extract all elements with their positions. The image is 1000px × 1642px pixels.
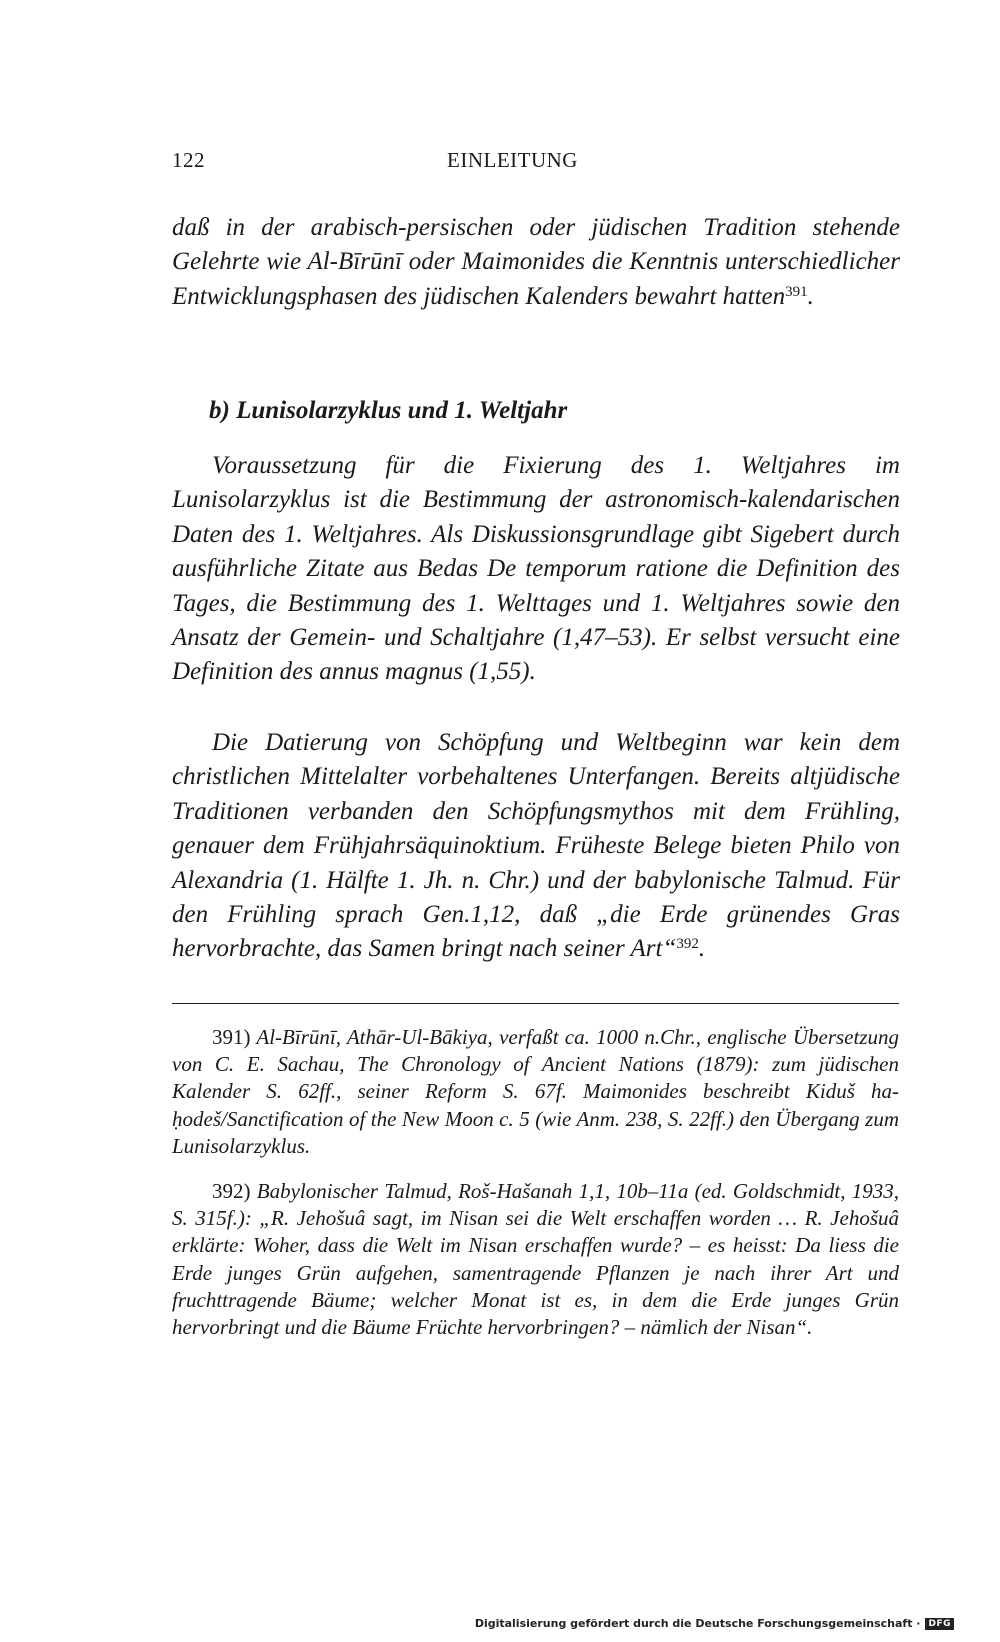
digitization-credit xyxy=(475,1617,954,1630)
footnote-divider xyxy=(172,1003,899,1004)
footnote-ref-391[interactable]: 391 xyxy=(785,283,808,300)
footnote-ref-392[interactable]: 392 xyxy=(676,936,699,953)
footnote-392 xyxy=(172,1178,899,1341)
paragraph-2-end: . xyxy=(698,935,706,963)
running-head: EINLEITUNG xyxy=(447,148,578,172)
section-heading: b) Lunisolarzyklus und 1. Weltjahr xyxy=(209,397,568,424)
credit-text: Digitalisierung gefördert durch die Deutsche Forschungsgemeinschaft · xyxy=(474,1617,921,1630)
footnote-number: 392) xyxy=(212,1179,251,1203)
paragraph-2-text: Die Datierung von Schöpfung und Weltbeginn war kein dem christlichen Mittelalter vorbehaltenes Unterfangen. Bereits altjüdische Traditionen verbanden den Schöpfungsmythos mit dem Frühling, genauer dem Frühjahrsäquinoktium. Früheste Belege bieten Philo von Alexandria (1. Hälfte 1. Jh. n. Chr.) und der babylonische Talmud. Für den Frühling sprach Gen.1,12, daß „die Erde grünendes Gras hervorbrachte, das Samen bringt nach seiner Art“ xyxy=(172,729,900,963)
footnote-text: Babylonischer Talmud, Roš-Hašanah 1,1, 10b–11a (ed. Goldschmidt, 1933, S. 315f.): „R. Jehošuâ sagt, im Nisan sei die Welt erschaffen worden … R. Jehošuâ erklärte: Woher, dass die Welt im Nisan erschaffen wurde? – es heisst: Da liess die Erde junges Grün aufgehen, samentragende Pflanzen je nach ihrer Art und fruchttragende Bäume; welcher Monat ist es, in dem die Erde junges Grün hervorbringt und die Bäume Früchte hervorbringen? – nämlich der Nisan“. xyxy=(172,1179,899,1340)
dfg-logo: DFG xyxy=(925,1618,954,1630)
intro-paragraph xyxy=(172,211,900,314)
page-header xyxy=(172,148,899,178)
body-paragraph-1: Voraussetzung für die Fixierung des 1. Weltjahres im Lunisolarzyklus ist die Bestimmung der astronomisch-kalendarischen Daten des 1. Weltjahres. Als Diskussionsgrundlage gibt Sigebert durch ausführliche Zitate aus Bedas De temporum ratione die Definition des Tages, die Bestimmung des 1. Welttages und 1. Weltjahres sowie den Ansatz der Gemein- und Schaltjahre (1,47–53). Er selbst versucht eine Definition des annus magnus (1,55). xyxy=(172,452,900,686)
page-number: 122 xyxy=(172,148,205,172)
footnote-391 xyxy=(172,1024,899,1160)
intro-end: . xyxy=(807,282,814,310)
body-paragraph-2 xyxy=(172,726,900,967)
footnote-text: Al-Bīrūnī, Athār-Ul-Bākiya, verfaßt ca. 1000 n.Chr., englische Übersetzung von C. E. Sachau, The Chronology of Ancient Nations (1879): zum jüdischen Kalender S. 62ff., seiner Reform S. 67f. Maimonides beschreibt Kiduš ha-ḥodeš/Sanctification of the New Moon c. 5 (wie Anm. 238, S. 22ff.) den Übergang zum Lunisolarzyklus. xyxy=(172,1025,899,1158)
footnote-number: 391) xyxy=(212,1025,251,1049)
intro-text: daß in der arabisch-persischen oder jüdischen Tradition stehende Gelehrte wie Al-Bīrūnī oder Maimonides die Kenntnis unterschiedlicher Entwicklungsphasen des jüdischen Kalenders bewahrt hatten xyxy=(172,214,900,310)
